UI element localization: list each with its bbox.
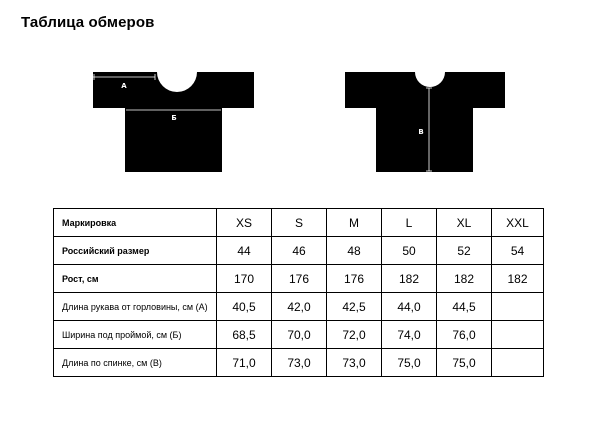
back-view-garment	[345, 72, 505, 172]
row-label-cell: Длина рукава от горловины, см (А)	[54, 293, 217, 321]
row-label-cell: Российский размер	[54, 237, 217, 265]
table-row	[54, 293, 544, 321]
value-cell: 71,0	[217, 349, 272, 377]
value-cell: 176	[327, 265, 382, 293]
row-label-cell: Рост, см	[54, 265, 217, 293]
value-cell: 176	[272, 265, 327, 293]
value-cell: 73,0	[327, 349, 382, 377]
value-cell: 73,0	[272, 349, 327, 377]
value-cell: 74,0	[382, 321, 437, 349]
value-cell	[492, 293, 544, 321]
value-cell: 48	[327, 237, 382, 265]
value-cell: 44	[217, 237, 272, 265]
table-row	[54, 237, 544, 265]
value-cell	[492, 321, 544, 349]
header-size-cell: M	[327, 209, 382, 237]
value-cell: 44,5	[437, 293, 492, 321]
table-header-row	[54, 209, 544, 237]
size-table-container	[53, 208, 544, 377]
header-size-cell: XL	[437, 209, 492, 237]
header-label-cell: Маркировка	[54, 209, 217, 237]
table-row	[54, 349, 544, 377]
value-cell: 182	[382, 265, 437, 293]
value-cell: 42,0	[272, 293, 327, 321]
table-row	[54, 265, 544, 293]
size-table	[53, 208, 544, 377]
header-size-cell: S	[272, 209, 327, 237]
value-cell: 182	[437, 265, 492, 293]
header-size-cell: XXL	[492, 209, 544, 237]
value-cell: 54	[492, 237, 544, 265]
label-a: А	[121, 82, 127, 90]
value-cell: 68,5	[217, 321, 272, 349]
value-cell	[492, 349, 544, 377]
value-cell: 50	[382, 237, 437, 265]
table-row	[54, 321, 544, 349]
size-table-body	[54, 209, 544, 377]
front-view-garment	[93, 72, 254, 172]
value-cell: 72,0	[327, 321, 382, 349]
garment-diagram	[0, 0, 600, 200]
row-label-cell: Ширина под проймой, см (Б)	[54, 321, 217, 349]
value-cell: 46	[272, 237, 327, 265]
page-title: Таблица обмеров	[21, 14, 155, 31]
value-cell: 75,0	[437, 349, 492, 377]
label-v: В	[418, 128, 424, 136]
value-cell: 75,0	[382, 349, 437, 377]
value-cell: 182	[492, 265, 544, 293]
value-cell: 70,0	[272, 321, 327, 349]
value-cell: 170	[217, 265, 272, 293]
value-cell: 40,5	[217, 293, 272, 321]
value-cell: 42,5	[327, 293, 382, 321]
value-cell: 76,0	[437, 321, 492, 349]
header-size-cell: XS	[217, 209, 272, 237]
header-size-cell: L	[382, 209, 437, 237]
value-cell: 52	[437, 237, 492, 265]
row-label-cell: Длина по спинке, см (В)	[54, 349, 217, 377]
value-cell: 44,0	[382, 293, 437, 321]
label-b: Б	[171, 114, 177, 122]
